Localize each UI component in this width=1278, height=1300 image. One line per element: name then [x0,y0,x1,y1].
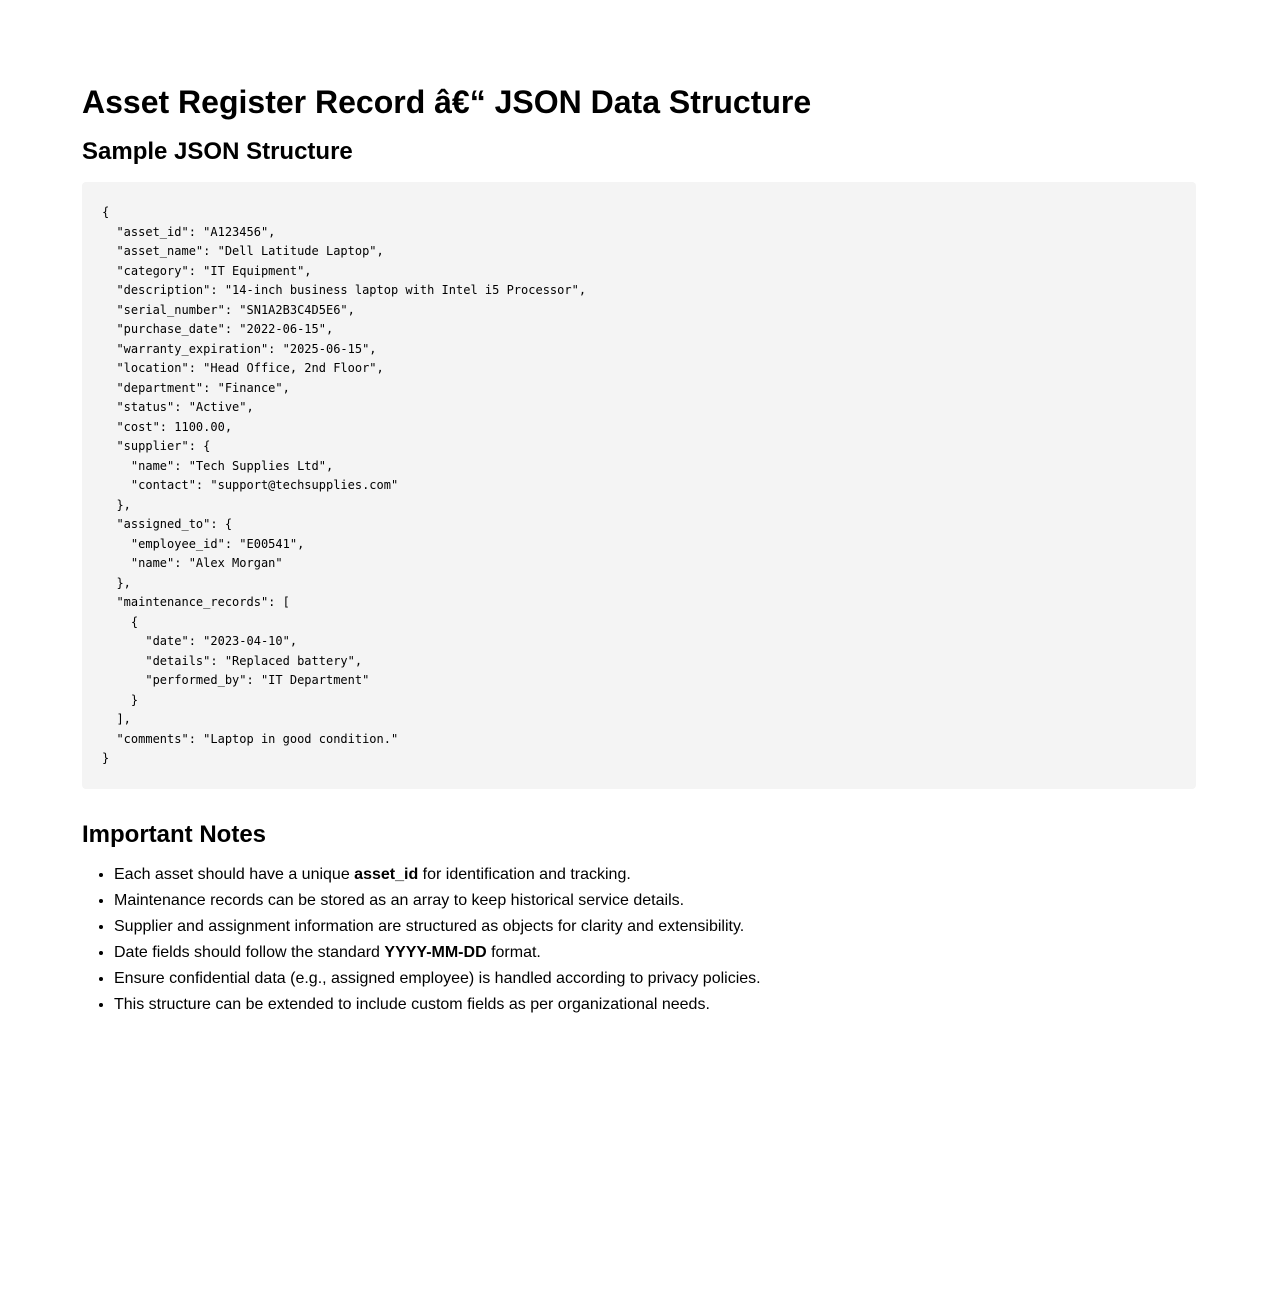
list-item: • This structure can be extended to include custom fields as per organizational needs. [114,992,1196,1018]
list-item: • Maintenance records can be stored as an array to keep historical service details. [114,888,1196,914]
important-notes-heading: Important Notes [82,820,267,848]
list-item: • Supplier and assignment information are structured as objects for clarity and extensibility. [114,914,1196,940]
notes-list [82,862,1196,1018]
list-item: • Date fields should follow the standard YYYY-MM-DD format. [114,940,1196,966]
list-item: • Ensure confidential data (e.g., assigned employee) is handled according to privacy policies. [114,966,1196,992]
list-item: • Each asset should have a unique asset_id for identification and tracking. [114,862,1196,888]
sample-json-heading: Sample JSON Structure [82,138,353,165]
json-code-block [82,182,1196,789]
page-title: Asset Register Record â€“ JSON Data Structure [82,84,812,120]
json-code-text: { "asset_id": "A123456", "asset_name": "Dell Latitude Laptop", "category": "IT Equipment", "description": "14-inch business laptop with Intel i5 Processor", "serial_number": "SN1A2B3C4D5E6", "purchase_date": "2022-06-15", "warranty_expiration": "2025-06-15", "location": "Head Office, 2nd Floor", "department": "Finance", "status": "Active", "cost": 1100.00, "supplier": { "name": "Tech Supplies Ltd", "contact": "support@techsupplies.com" }, "assigned_to": { "employee_id": "E00541", "name": "Alex Morgan" }, "maintenance_records": [ { "date": "2023-04-10", "details": "Replaced battery", "performed_by": "IT Department" } ], "comments": "Laptop in good condition." } [102,205,587,765]
